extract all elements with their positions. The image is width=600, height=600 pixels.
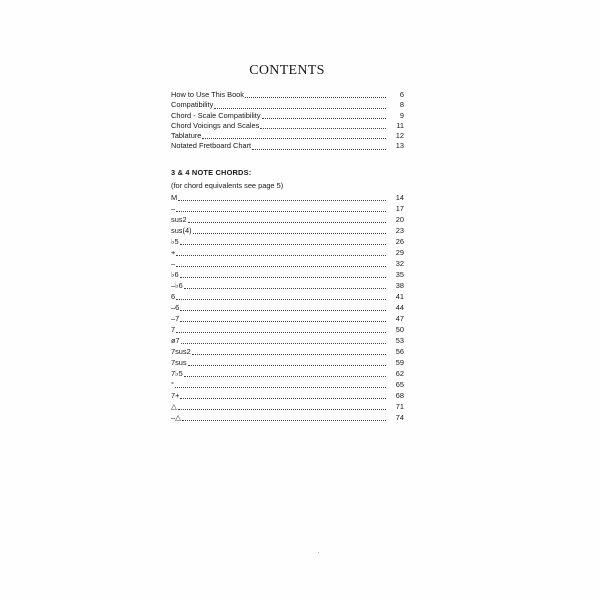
toc-entry-label: –△ xyxy=(171,413,181,422)
toc-entry-page: 14 xyxy=(395,193,404,202)
toc-entry-label: Chord Voicings and Scales xyxy=(171,120,260,130)
dot-leader xyxy=(260,128,386,129)
toc-entry-page: 12 xyxy=(395,131,404,141)
toc-entry-label: –7 xyxy=(171,314,180,323)
dot-leader xyxy=(176,266,386,267)
toc-entry-label: 7sus2 xyxy=(171,347,191,356)
dot-leader xyxy=(176,299,386,300)
toc-entry-label: ♭5 xyxy=(171,237,179,246)
toc-entry xyxy=(171,269,404,280)
toc-entry-label: 7+ xyxy=(171,391,180,400)
toc-entry xyxy=(171,401,404,412)
toc-entry xyxy=(171,302,404,313)
toc-entry-label: –♭6 xyxy=(171,281,183,290)
toc-entry-label: ♭6 xyxy=(171,270,179,279)
dot-leader xyxy=(193,233,386,234)
toc-entry xyxy=(171,141,404,151)
toc-entry-label: sus2 xyxy=(171,215,187,224)
toc-entry-page: 47 xyxy=(395,314,404,323)
toc-entry-label: + xyxy=(171,248,176,257)
dot-leader xyxy=(188,365,386,366)
dot-leader xyxy=(176,332,386,333)
dot-leader xyxy=(202,138,386,139)
toc-entry-label: 7sus xyxy=(171,358,187,367)
dot-leader xyxy=(178,200,386,201)
section-note: (for chord equivalents see page 5) xyxy=(171,181,284,190)
dot-leader xyxy=(175,387,386,388)
toc-entry xyxy=(171,203,404,214)
dot-leader xyxy=(188,222,386,223)
dot-leader xyxy=(245,97,386,98)
toc-entry-page: 56 xyxy=(395,347,404,356)
toc-entry xyxy=(171,192,404,203)
section-heading: 3 & 4 NOTE CHORDS: xyxy=(171,168,252,177)
toc-entry-label: ø7 xyxy=(171,336,180,345)
toc-entry xyxy=(171,247,404,258)
toc-entry-page: 6 xyxy=(399,90,404,99)
toc-entry-page: 53 xyxy=(395,336,404,345)
toc-entry-page: 9 xyxy=(399,110,404,120)
chord-list xyxy=(171,192,404,423)
dot-leader xyxy=(180,277,386,278)
toc-entry-label: Compatibility xyxy=(171,100,214,110)
dot-leader xyxy=(182,420,386,421)
toc-entry xyxy=(171,111,404,121)
toc-entry-label: –6 xyxy=(171,303,180,312)
toc-entry xyxy=(171,324,404,335)
toc-entry-page: 59 xyxy=(395,358,404,367)
dot-leader xyxy=(181,343,386,344)
dot-leader xyxy=(180,321,386,322)
dot-leader xyxy=(176,211,386,212)
toc-entry xyxy=(171,346,404,357)
dot-leader xyxy=(262,118,386,119)
toc-entry-label: – xyxy=(171,204,176,213)
toc-entry xyxy=(171,214,404,225)
toc-entry xyxy=(171,357,404,368)
dot-leader xyxy=(180,244,386,245)
toc-entry-page: 23 xyxy=(395,226,404,235)
front-matter-list xyxy=(171,90,404,152)
toc-entry-page: 38 xyxy=(395,281,404,290)
dot-leader xyxy=(176,255,386,256)
toc-entry-page: 13 xyxy=(395,141,404,151)
toc-entry xyxy=(171,335,404,346)
toc-entry-page: 11 xyxy=(396,120,404,130)
toc-entry-label: △ xyxy=(171,402,177,411)
dot-leader xyxy=(180,310,386,311)
toc-entry-label: – xyxy=(171,259,176,268)
toc-entry xyxy=(171,280,404,291)
toc-entry-page: 20 xyxy=(395,215,404,224)
dot-leader xyxy=(184,288,386,289)
toc-entry xyxy=(171,412,404,423)
toc-entry-label: Notated Fretboard Chart xyxy=(171,141,252,151)
toc-entry-label: How to Use This Book xyxy=(171,90,244,99)
dot-leader xyxy=(180,398,386,399)
scan-speck xyxy=(318,552,319,553)
toc-entry-label: M xyxy=(171,193,178,202)
toc-entry-page: 26 xyxy=(395,237,404,246)
toc-entry-label: Tablature xyxy=(171,131,202,141)
toc-entry-page: 29 xyxy=(395,248,404,257)
toc-entry xyxy=(171,100,404,110)
toc-entry xyxy=(171,379,404,390)
toc-entry xyxy=(171,313,404,324)
toc-entry-page: 71 xyxy=(395,402,404,411)
dot-leader xyxy=(252,149,386,150)
toc-entry xyxy=(171,131,404,141)
toc-entry-page: 35 xyxy=(395,270,404,279)
toc-entry-page: 32 xyxy=(395,259,404,268)
toc-entry xyxy=(171,236,404,247)
toc-entry-label: Chord - Scale Compatibility xyxy=(171,110,261,120)
toc-entry-page: 17 xyxy=(395,204,404,213)
toc-entry-page: 65 xyxy=(395,380,404,389)
page-title: CONTENTS xyxy=(249,63,325,78)
toc-entry-page: 44 xyxy=(395,303,404,312)
toc-entry-page: 74 xyxy=(395,413,404,422)
dot-leader xyxy=(184,376,386,377)
toc-entry-label: ° xyxy=(171,380,174,389)
toc-entry xyxy=(171,225,404,236)
toc-entry-label: 7♭5 xyxy=(171,369,183,378)
toc-entry-label: 7 xyxy=(171,325,176,334)
toc-entry xyxy=(171,121,404,131)
toc-entry-page: 68 xyxy=(395,391,404,400)
dot-leader xyxy=(214,108,386,109)
toc-entry xyxy=(171,291,404,302)
toc-entry-label: 6 xyxy=(171,292,176,301)
toc-entry-page: 62 xyxy=(395,369,404,378)
toc-entry xyxy=(171,368,404,379)
dot-leader xyxy=(192,354,386,355)
toc-entry xyxy=(171,390,404,401)
toc-entry xyxy=(171,258,404,269)
dot-leader xyxy=(178,409,386,410)
toc-entry-label: sus(4) xyxy=(171,226,192,235)
toc-entry-page: 41 xyxy=(395,292,404,301)
toc-entry-page: 50 xyxy=(395,325,404,334)
toc-entry-page: 8 xyxy=(399,100,404,110)
toc-entry xyxy=(171,90,404,100)
